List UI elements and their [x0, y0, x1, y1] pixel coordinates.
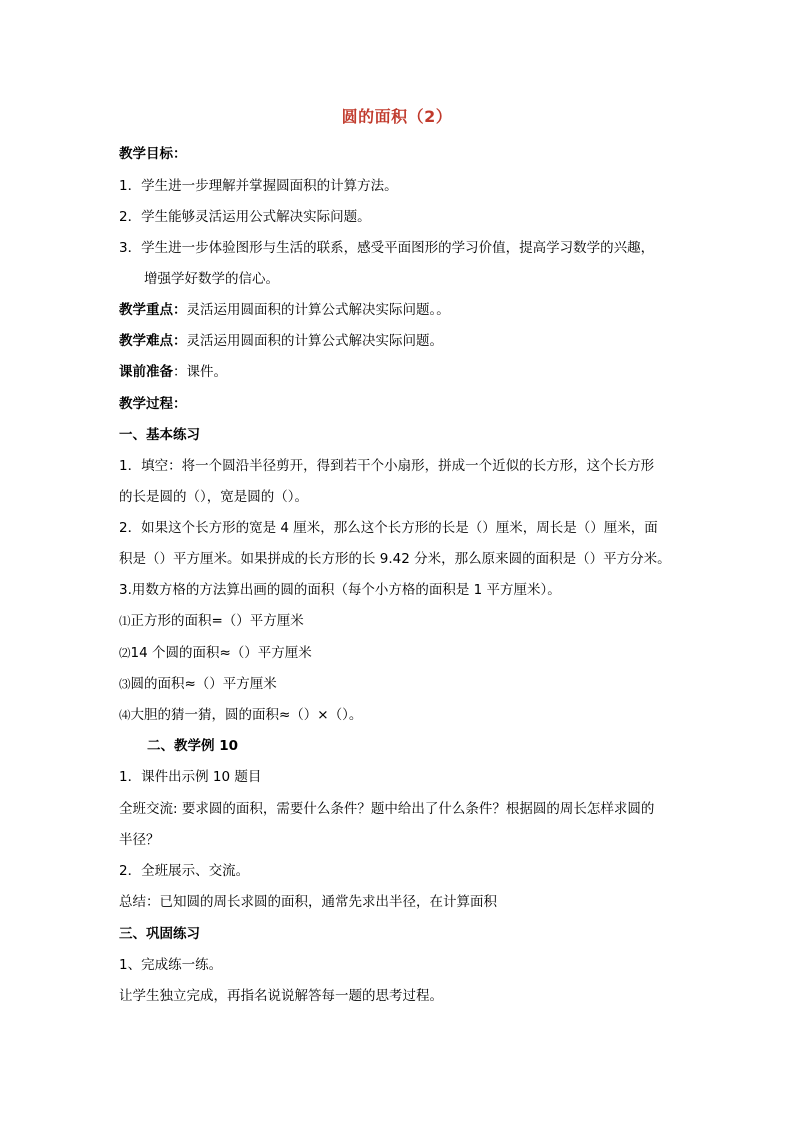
sub-item-2-text: 14 个圆的面积≈（）平方厘米 — [130, 645, 312, 661]
goal-1: 1．学生进一步理解并掌握圆面积的计算方法。 — [119, 178, 398, 194]
sub-item-3 — [119, 674, 277, 694]
key-point-text: 灵活运用圆面积的计算公式解决实际问题。。 — [186, 302, 450, 318]
sub-item-1-text: 正方形的面积=（）平方厘米 — [130, 613, 304, 629]
difficult-point-text: 灵活运用圆面积的计算公式解决实际问题。 — [186, 333, 443, 349]
section1-line-2: 的长是圆的（），宽是圆的（）。 — [119, 489, 308, 505]
goal-3: 3．学生进一步体验图形与生活的联系，感受平面图形的学习价值，提高学习数学的兴趣， — [119, 240, 655, 256]
section3-heading: 三、巩固练习 — [119, 926, 200, 942]
section2-line-2: 全班交流: 要求圆的面积，需要什么条件？题中给出了什么条件？根据圆的周长怎样求圆的 — [119, 801, 655, 817]
sub-item-3-text: 圆的面积≈（）平方厘米 — [130, 676, 277, 692]
section2-line-3: 半径？ — [119, 832, 160, 848]
section1-line-1: 1．填空：将一个圆沿半径剪开，得到若干个小扇形，拼成一个近似的长方形，这个长方形 — [119, 458, 655, 474]
difficult-point-label: 教学难点： — [119, 333, 187, 349]
section2-heading: 二、教学例 10 — [147, 738, 238, 754]
goal-3-continued: 增强学好数学的信心。 — [144, 271, 279, 287]
preparation — [119, 362, 227, 382]
section3-line-1: 1、完成练一练。 — [119, 957, 223, 973]
goal-2: 2．学生能够灵活运用公式解决实际问题。 — [119, 209, 371, 225]
preparation-text: ：课件。 — [173, 364, 227, 380]
section1-line-5: 3.用数方格的方法算出画的圆的面积（每个小方格的面积是 1 平方厘米）。 — [119, 582, 561, 598]
section1-line-4: 积是（）平方厘米。如果拼成的长方形的长 9.42 分米，那么原来圆的面积是（）平方分米。 — [119, 551, 671, 567]
key-point-label: 教学重点： — [119, 302, 187, 318]
section1-line-3: 2．如果这个长方形的宽是 4 厘米，那么这个长方形的长是（）厘米，周长是（）厘米，面 — [119, 520, 658, 536]
key-point — [119, 300, 450, 320]
difficult-point — [119, 331, 443, 351]
sub-item-2-num: ⑵ — [119, 646, 131, 660]
sub-item-3-num: ⑶ — [119, 677, 131, 691]
sub-item-4-num: ⑷ — [119, 708, 131, 722]
section2-line-1: 1．课件出示例 10 题目 — [119, 769, 262, 785]
sub-item-1 — [119, 611, 304, 631]
goals-heading: 教学目标： — [119, 146, 187, 162]
sub-item-1-num: ⑴ — [119, 614, 131, 628]
sub-item-4 — [119, 705, 362, 725]
page-title: 圆的面积（2） — [341, 107, 453, 126]
preparation-label: 课前准备 — [119, 364, 173, 380]
sub-item-2 — [119, 643, 312, 663]
section2-line-5: 总结：已知圆的周长求圆的面积，通常先求出半径，在计算面积 — [119, 894, 497, 910]
section1-heading: 一、基本练习 — [119, 427, 200, 443]
process-heading: 教学过程： — [119, 396, 187, 412]
section2-line-4: 2．全班展示、交流。 — [119, 863, 250, 879]
sub-item-4-text: 大胆的猜一猜，圆的面积≈（）×（）。 — [130, 707, 363, 723]
section3-line-2: 让学生独立完成，再指名说说解答每一题的思考过程。 — [119, 988, 443, 1004]
